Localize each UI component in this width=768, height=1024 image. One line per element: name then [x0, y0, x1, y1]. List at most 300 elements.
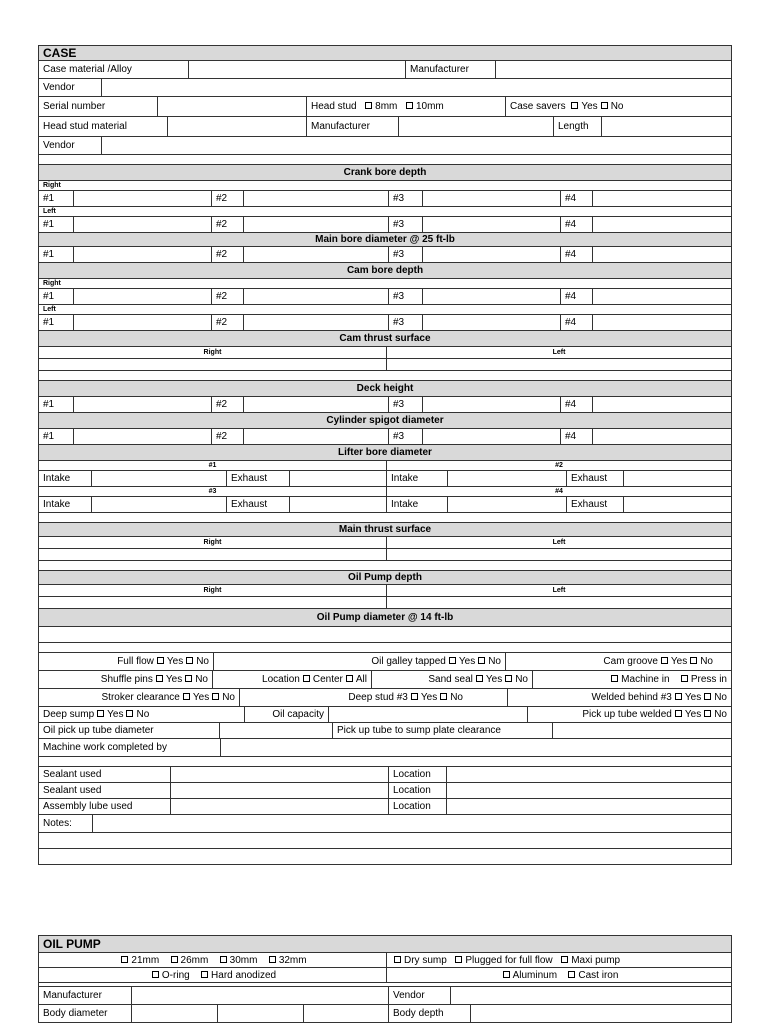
case-savers-no-checkbox[interactable] [601, 102, 608, 109]
oil-pump-diameter-header [38, 609, 732, 627]
deck-height-title: Deck height [39, 381, 731, 396]
lifter-1-exhaust-field[interactable] [289, 471, 386, 486]
cam-thrust-right-field[interactable] [39, 359, 386, 370]
assembly-lube-field[interactable] [170, 799, 388, 814]
crank-left-2-field[interactable] [243, 217, 388, 232]
size-32mm-label: 32mm [278, 954, 307, 966]
cam-thrust-left-field[interactable] [386, 359, 731, 370]
deep-stud-label: Deep stud #3 [348, 692, 408, 703]
deck-1-field[interactable] [73, 397, 211, 412]
sealant-label: Sealant used [43, 769, 102, 780]
cam-thrust-header [38, 331, 732, 347]
shuffle-pins-row [38, 671, 732, 689]
sealant-1-field[interactable] [170, 767, 388, 782]
pick-up-clearance-field[interactable] [552, 723, 731, 738]
oil-pump-depth-header [38, 571, 732, 585]
pump-manufacturer-field[interactable] [131, 987, 388, 1004]
oil-depth-left-label: Left [386, 585, 731, 596]
crank-right-3-field[interactable] [422, 191, 560, 206]
n4-label: #4 [560, 397, 592, 412]
spacer-row [38, 757, 732, 767]
case-form [38, 45, 732, 865]
n4-label: #4 [560, 247, 592, 262]
vendor-field[interactable] [101, 79, 731, 96]
main-bore-3-field[interactable] [422, 247, 560, 262]
deep-sump-yes-checkbox[interactable] [97, 710, 104, 717]
yes-label: Yes [165, 674, 183, 685]
notes-field[interactable] [92, 815, 731, 832]
spacer-row [38, 513, 732, 523]
label-8mm: 8mm [375, 101, 398, 112]
cam-thrust-right-label: Right [203, 349, 222, 356]
pump-body-row [38, 1005, 732, 1023]
spigot-title: Cylinder spigot diameter [39, 413, 731, 428]
no-label: No [195, 674, 208, 685]
sand-seal-no-checkbox[interactable] [505, 675, 512, 682]
manufacturer-field[interactable] [495, 61, 731, 78]
n1-label: #1 [43, 317, 55, 328]
oil-galley-options [213, 653, 505, 670]
deck-4-field[interactable] [592, 397, 731, 412]
pick-up-welded-label: Pick up tube welded [582, 709, 672, 720]
deep-stud-no-checkbox[interactable] [440, 693, 447, 700]
lifter-4-exhaust-field[interactable] [623, 497, 731, 512]
exhaust-label: Exhaust [566, 497, 623, 512]
cam-left-3-field[interactable] [422, 315, 560, 330]
lifter-2-exhaust-field[interactable] [623, 471, 731, 486]
cam-groove-options [505, 653, 731, 670]
cam-groove-no-checkbox[interactable] [690, 657, 697, 664]
location-label: Location [262, 674, 300, 685]
main-bore-values-row [38, 247, 732, 263]
machine-in-checkbox[interactable] [611, 675, 618, 682]
pick-up-tube-diameter-label: Oil pick up tube diameter [43, 725, 154, 736]
yes-label: Yes [684, 709, 702, 720]
size-30mm-checkbox[interactable] [220, 956, 227, 963]
spigot-4-field[interactable] [592, 429, 731, 444]
cam-thrust-values-row [38, 359, 732, 371]
right-label: Right [43, 182, 61, 189]
oil-depth-values-row [38, 597, 732, 609]
n1-label: #1 [43, 249, 55, 260]
location-label: Location [388, 767, 446, 782]
cam-left-2-field[interactable] [243, 315, 388, 330]
crank-left-3-field[interactable] [422, 217, 560, 232]
main-bore-2-field[interactable] [243, 247, 388, 262]
lifter-4-intake-field[interactable] [447, 497, 566, 512]
n4-label: #4 [560, 429, 592, 444]
crank-right-2-field[interactable] [243, 191, 388, 206]
location-options [212, 671, 371, 688]
notes-label: Notes: [43, 818, 72, 829]
yes-label: Yes [166, 656, 184, 667]
no-label: No [196, 656, 209, 667]
manufacturer-label: Manufacturer [405, 61, 495, 78]
crank-left-label-row [38, 207, 732, 217]
cam-thrust-left-label: Left [386, 347, 731, 358]
n4-label: #4 [560, 289, 592, 304]
crank-right-label-row [38, 181, 732, 191]
machine-work-field[interactable] [220, 739, 731, 756]
full-flow-label: Full flow [117, 656, 154, 667]
checkbox-8mm[interactable] [365, 102, 372, 109]
maxi-pump-label: Maxi pump [571, 954, 621, 966]
yes-label: Yes [684, 692, 702, 703]
cast-iron-label: Cast iron [578, 969, 619, 981]
intake-label: Intake [386, 471, 447, 486]
stud-manufacturer-field[interactable] [398, 117, 553, 136]
stroker-label: Stroker clearance [101, 692, 180, 703]
main-thrust-right-field[interactable] [39, 549, 386, 560]
main-thrust-title: Main thrust surface [39, 523, 731, 536]
stud-vendor-row [38, 137, 732, 155]
welded-no-checkbox[interactable] [704, 693, 711, 700]
oil-pump-header-row [38, 935, 732, 953]
full-flow-row [38, 653, 732, 671]
shuffle-pins-options [39, 671, 212, 688]
press-in-checkbox[interactable] [681, 675, 688, 682]
cam-right-3-field[interactable] [422, 289, 560, 304]
lifter-values-row-2 [38, 497, 732, 513]
stroker-options [39, 689, 239, 706]
cam-right-1-field[interactable] [73, 289, 211, 304]
lifter-labels-row-2 [38, 487, 732, 497]
aluminum-label: Aluminum [512, 969, 558, 981]
lifter-1-intake-field[interactable] [91, 471, 226, 486]
body-diameter-field-2[interactable] [217, 1005, 303, 1022]
pump-material-options [386, 968, 731, 982]
main-thrust-left-field[interactable] [386, 549, 731, 560]
welded-yes-checkbox[interactable] [675, 693, 682, 700]
case-material-field[interactable] [188, 61, 405, 78]
n2-label: #2 [211, 217, 243, 232]
stud-manufacturer-label: Manufacturer [306, 117, 398, 136]
size-32mm-checkbox[interactable] [269, 956, 276, 963]
head-stud-material-label: Head stud material [43, 121, 127, 132]
notes-line-3 [38, 849, 732, 865]
full-flow-no-checkbox[interactable] [186, 657, 193, 664]
yes-label: Yes [420, 692, 438, 703]
notes-row [38, 815, 732, 833]
oil-pump-title: OIL PUMP [39, 936, 731, 952]
cam-thrust-labels-row [38, 347, 732, 359]
pump-vendor-label: Vendor [388, 987, 450, 1004]
crank-left-values-row [38, 217, 732, 233]
aluminum-checkbox[interactable] [503, 971, 510, 978]
crank-right-1-field[interactable] [73, 191, 211, 206]
lifter-2-label: #2 [386, 461, 731, 470]
stud-vendor-field[interactable] [101, 137, 731, 154]
plugged-checkbox[interactable] [455, 956, 462, 963]
case-savers-label: Case savers [510, 101, 566, 112]
welded-label: Welded behind #3 [591, 692, 672, 703]
n3-label: #3 [388, 289, 422, 304]
yes-label: Yes [107, 709, 124, 720]
lifter-1-label: #1 [208, 462, 217, 469]
checkbox-10mm[interactable] [406, 102, 413, 109]
spigot-2-field[interactable] [243, 429, 388, 444]
exhaust-label: Exhaust [226, 471, 289, 486]
crank-left-1-field[interactable] [73, 217, 211, 232]
pump-vendor-field[interactable] [450, 987, 731, 1004]
assembly-lube-row [38, 799, 732, 815]
crank-right-values-row [38, 191, 732, 207]
sealant-2-location-field[interactable] [446, 783, 731, 798]
stroker-yes-checkbox[interactable] [183, 693, 190, 700]
size-21mm-label: 21mm [131, 954, 160, 966]
intake-label: Intake [43, 473, 71, 484]
assembly-lube-location-field[interactable] [446, 799, 731, 814]
stud-vendor-label: Vendor [43, 140, 75, 151]
pump-finish-options [39, 968, 386, 982]
pick-up-tube-diameter-field[interactable] [219, 723, 332, 738]
yes-label: Yes [581, 101, 598, 112]
deep-sump-no-checkbox[interactable] [126, 710, 133, 717]
lifter-4-label: #4 [386, 487, 731, 496]
oil-galley-no-checkbox[interactable] [478, 657, 485, 664]
n3-label: #3 [388, 191, 422, 206]
n1-label: #1 [43, 193, 55, 204]
deck-2-field[interactable] [243, 397, 388, 412]
stroker-row [38, 689, 732, 707]
no-label: No [222, 692, 235, 703]
notes-field-2[interactable] [39, 833, 731, 848]
yes-label: Yes [670, 656, 688, 667]
yes-label: Yes [192, 692, 210, 703]
size-26mm-checkbox[interactable] [171, 956, 178, 963]
length-label: Length [553, 117, 601, 136]
full-flow-yes-checkbox[interactable] [157, 657, 164, 664]
main-thrust-labels-row [38, 537, 732, 549]
pick-up-clearance-label: Pick up tube to sump plate clearance [332, 723, 552, 738]
sealant-row-1 [38, 767, 732, 783]
oil-depth-right-field[interactable] [39, 597, 386, 608]
no-label: No [450, 692, 463, 703]
lifter-3-intake-field[interactable] [91, 497, 226, 512]
cast-iron-checkbox[interactable] [568, 971, 575, 978]
n3-label: #3 [388, 429, 422, 444]
main-thrust-left-label: Left [386, 537, 731, 548]
main-bore-title: Main bore diameter @ 25 ft-lb [39, 233, 731, 246]
label-10mm: 10mm [415, 101, 444, 112]
n1-label: #1 [43, 219, 55, 230]
shuffle-pins-no-checkbox[interactable] [185, 675, 192, 682]
oil-capacity-field[interactable] [328, 707, 527, 722]
spigot-header [38, 413, 732, 429]
sealant-2-field[interactable] [170, 783, 388, 798]
location-center-checkbox[interactable] [303, 675, 310, 682]
shuffle-pins-yes-checkbox[interactable] [156, 675, 163, 682]
oil-depth-right-label: Right [203, 587, 222, 594]
case-header-row [38, 45, 732, 61]
n3-label: #3 [388, 217, 422, 232]
case-savers-yes-checkbox[interactable] [571, 102, 578, 109]
main-thrust-values-row [38, 549, 732, 561]
oil-pump-diameter-title: Oil Pump diameter @ 14 ft-lb [39, 609, 731, 626]
cam-bore-title: Cam bore depth [39, 263, 731, 278]
cam-right-label-row [38, 279, 732, 289]
yes-label: Yes [458, 656, 476, 667]
lifter-values-row-1 [38, 471, 732, 487]
lifter-3-label: #3 [208, 488, 217, 495]
stroker-no-checkbox[interactable] [212, 693, 219, 700]
spigot-3-field[interactable] [422, 429, 560, 444]
main-bore-4-field[interactable] [592, 247, 731, 262]
head-stud-options [306, 97, 505, 116]
notes-field-3[interactable] [39, 849, 731, 864]
head-stud-label: Head stud [311, 101, 357, 112]
hard-anodized-checkbox[interactable] [201, 971, 208, 978]
oil-galley-yes-checkbox[interactable] [449, 657, 456, 664]
sand-seal-yes-checkbox[interactable] [476, 675, 483, 682]
no-label: No [714, 709, 727, 720]
o-ring-label: O-ring [161, 969, 190, 981]
right-label: Right [43, 280, 61, 287]
main-thrust-header [38, 523, 732, 537]
no-label: No [136, 709, 150, 720]
hard-anodized-label: Hard anodized [211, 969, 277, 981]
pick-up-welded-no-checkbox[interactable] [704, 710, 711, 717]
lifter-3-exhaust-field[interactable] [289, 497, 386, 512]
dry-sump-label: Dry sump [404, 954, 447, 966]
n4-label: #4 [560, 217, 592, 232]
cam-right-4-field[interactable] [592, 289, 731, 304]
crank-right-4-field[interactable] [592, 191, 731, 206]
machine-work-row [38, 739, 732, 757]
location-label: Location [388, 783, 446, 798]
case-title: CASE [39, 46, 731, 60]
sealant-label: Sealant used [43, 785, 102, 796]
all-label: All [355, 674, 367, 685]
pump-manufacturer-row [38, 987, 732, 1005]
size-21mm-checkbox[interactable] [121, 956, 128, 963]
n4-label: #4 [560, 191, 592, 206]
n2-label: #2 [211, 289, 243, 304]
assembly-lube-label: Assembly lube used [43, 801, 133, 812]
deep-sump-options [39, 707, 244, 722]
deep-sump-row [38, 707, 732, 723]
body-diameter-field-1[interactable] [131, 1005, 217, 1022]
lifter-2-intake-field[interactable] [447, 471, 566, 486]
spacer-row [38, 155, 732, 165]
oil-pump-diameter-values-row [38, 627, 732, 643]
oil-capacity-label: Oil capacity [244, 707, 328, 722]
body-diameter-field-3[interactable] [303, 1005, 388, 1022]
sand-seal-label: Sand seal [428, 674, 473, 685]
pump-manufacturer-label: Manufacturer [43, 990, 102, 1001]
deep-stud-yes-checkbox[interactable] [411, 693, 418, 700]
pump-size-options [39, 953, 386, 967]
oil-pump-diameter-field[interactable] [39, 627, 731, 642]
n1-label: #1 [43, 431, 55, 442]
serial-number-field[interactable] [157, 97, 306, 116]
n3-label: #3 [388, 247, 422, 262]
intake-label: Intake [43, 499, 71, 510]
press-in-label: Press in [690, 674, 727, 685]
cam-left-1-field[interactable] [73, 315, 211, 330]
n4-label: #4 [560, 315, 592, 330]
no-label: No [515, 674, 528, 685]
n3-label: #3 [388, 397, 422, 412]
yes-label: Yes [485, 674, 503, 685]
lifter-bore-title: Lifter bore diameter [39, 445, 731, 460]
sealant-row-2 [38, 783, 732, 799]
deck-3-field[interactable] [422, 397, 560, 412]
cam-left-values-row [38, 315, 732, 331]
center-label: Center [312, 674, 343, 685]
n1-label: #1 [43, 399, 55, 410]
dry-sump-checkbox[interactable] [394, 956, 401, 963]
body-depth-label: Body depth [388, 1005, 470, 1022]
cam-thrust-title: Cam thrust surface [39, 331, 731, 346]
oil-pump-depth-title: Oil Pump depth [39, 571, 731, 584]
o-ring-checkbox[interactable] [152, 971, 159, 978]
cam-groove-yes-checkbox[interactable] [661, 657, 668, 664]
serial-number-label: Serial number [43, 101, 106, 112]
exhaust-label: Exhaust [226, 497, 289, 512]
cam-right-values-row [38, 289, 732, 305]
case-material-row [38, 61, 732, 79]
oil-pump-finish-row [38, 968, 732, 983]
left-label: Left [43, 306, 56, 313]
spigot-values-row [38, 429, 732, 445]
oil-pump-form [38, 935, 732, 1023]
deck-values-row [38, 397, 732, 413]
n1-label: #1 [43, 291, 55, 302]
n2-label: #2 [211, 315, 243, 330]
oil-pump-size-row [38, 953, 732, 968]
location-all-checkbox[interactable] [346, 675, 353, 682]
intake-label: Intake [386, 497, 447, 512]
body-diameter-label: Body diameter [43, 1008, 108, 1019]
case-savers-options [505, 97, 731, 116]
sealant-1-location-field[interactable] [446, 767, 731, 782]
cam-left-4-field[interactable] [592, 315, 731, 330]
main-thrust-right-label: Right [203, 539, 222, 546]
deep-sump-label: Deep sump [43, 709, 95, 720]
cam-right-2-field[interactable] [243, 289, 388, 304]
pick-up-welded-yes-checkbox[interactable] [675, 710, 682, 717]
spacer-row [38, 561, 732, 571]
case-material-label: Case material /Alloy [43, 64, 132, 75]
main-bore-1-field[interactable] [73, 247, 211, 262]
n2-label: #2 [211, 429, 243, 444]
crank-left-4-field[interactable] [592, 217, 731, 232]
size-26mm-label: 26mm [180, 954, 209, 966]
head-stud-material-row [38, 117, 732, 137]
left-label: Left [43, 208, 56, 215]
cam-groove-label: Cam groove [603, 656, 658, 667]
no-label: No [488, 656, 501, 667]
n3-label: #3 [388, 315, 422, 330]
oil-depth-left-field[interactable] [386, 597, 731, 608]
spigot-1-field[interactable] [73, 429, 211, 444]
vendor-label: Vendor [43, 82, 75, 93]
lifter-labels-row-1 [38, 461, 732, 471]
vendor-row [38, 79, 732, 97]
no-label: No [714, 692, 727, 703]
n2-label: #2 [211, 247, 243, 262]
cam-bore-header [38, 263, 732, 279]
main-bore-header [38, 233, 732, 247]
maxi-pump-checkbox[interactable] [561, 956, 568, 963]
deep-stud-options [239, 689, 507, 706]
machine-press-options [532, 671, 731, 688]
n2-label: #2 [211, 397, 243, 412]
body-depth-field[interactable] [470, 1005, 731, 1022]
length-field[interactable] [601, 117, 731, 136]
head-stud-material-field[interactable] [167, 117, 306, 136]
